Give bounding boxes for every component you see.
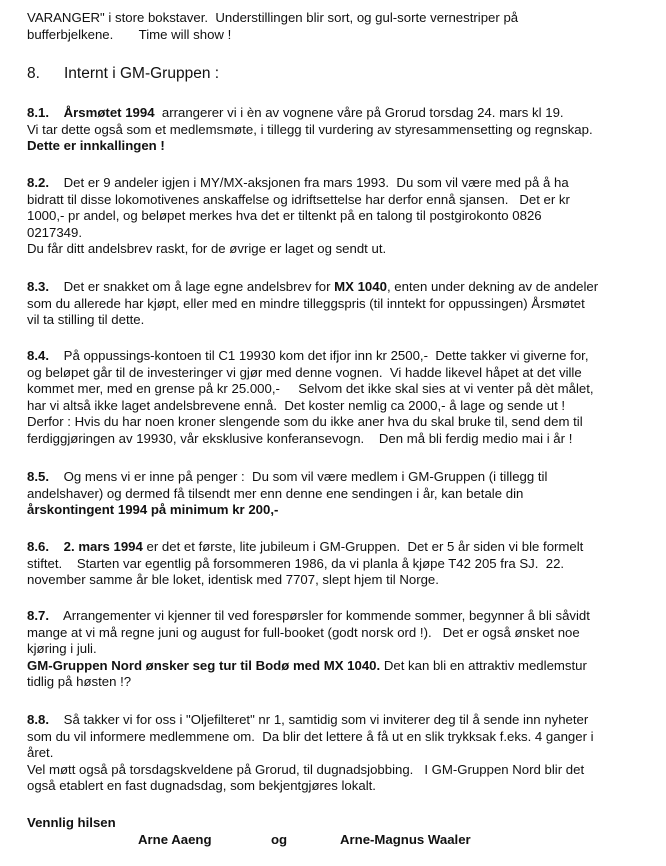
closing-greeting: Vennlig hilsen: [27, 815, 116, 830]
text-line: Det er 9 andeler igjen i MY/MX-aksjonen fra mars 1993. Du som vil være med på å ha: [63, 175, 569, 190]
paragraph-number: 8.5.: [27, 469, 49, 484]
text-line: Vi tar dette også som et medlemsmøte, i tillegg til vurdering av styresammensetting og regnskap.: [27, 121, 593, 137]
text-line: Arrangementer vi kjenner til ved forespørsler for kommende sommer, begynner å bli såvidt: [62, 608, 590, 623]
locomotive-name: MX 1040: [334, 279, 387, 294]
text-line: , enten under dekning av de andeler: [386, 279, 599, 294]
paragraph-number: 8.3.: [27, 279, 49, 294]
paragraph-number: 8.6.: [27, 539, 49, 554]
paragraph-8-7: [27, 608, 655, 691]
text-line: som du allerede har kjøpt, eller med en mindre tilleggspris (til inntekt for oppussingen) Årsmøtet: [27, 295, 585, 311]
text-line: ferdiggjøringen av 19930, vår eksklusive konferansevogn. Den må bli ferdig medio mai i år !: [27, 430, 573, 446]
text-line: Det er snakket om å lage egne andelsbrev for: [63, 279, 335, 294]
signature-conjunction: og: [271, 832, 288, 847]
paragraph-8-1: [27, 105, 655, 155]
text-line: På oppussings-kontoen til C1 19930 kom det ifjor inn kr 2500,- Dette takker vi giverne for,: [63, 348, 589, 363]
paragraph-8-8: [27, 712, 655, 795]
text-line: også etablert en fast dugnadsdag, som bekjentgjøres lokalt.: [27, 778, 376, 794]
text-line: bidratt til disse lokomotivenes anskaffelse og idriftsettelse har derfor ennå sjansen. Det er kr: [27, 191, 570, 207]
text-line: som du vil informere medlemmene om. Da blir det lettere å få ut en slik trykksak f.eks. 4 ganger i: [27, 728, 594, 744]
text-line: Vel møtt også på torsdagskveldene på Grorud, til dugnadsjobbing. I GM-Gruppen Nord blir det: [27, 761, 585, 777]
signature-name-2: Arne-Magnus Waaler: [340, 832, 471, 847]
paragraph-number: 8.2.: [27, 175, 49, 190]
paragraph-number: 8.7.: [27, 608, 49, 623]
text-line: 1000,- pr andel, og beløpet merkes hva det er tiltenkt på en talong til postgirokonto 0826: [27, 208, 542, 224]
text-line: og beløpet går til de investeringer vi gjør med denne vognen. Vi hadde likevel håpet at det ville: [27, 364, 582, 380]
section-number: 8.: [27, 65, 40, 82]
text-line: tidlig på høsten !?: [27, 674, 132, 690]
paragraph-number: 8.8.: [27, 712, 49, 727]
text-line: mange at vi må regne juni og august for full-booket (godt norsk ord !). Det er også ønsket noe: [27, 624, 580, 640]
paragraph-8-6: [27, 539, 655, 589]
paragraph-8-2: [27, 175, 655, 258]
anniversary-date: 2. mars 1994: [63, 539, 143, 554]
paragraph-number: 8.1.: [27, 105, 49, 120]
annual-meeting-highlight: Årsmøtet 1994: [63, 105, 155, 120]
paragraph-number: 8.4.: [27, 348, 49, 363]
text-line: kjøring i juli.: [27, 641, 97, 657]
text-line: Du får ditt andelsbrev raskt, for de øvrige er laget og sendt ut.: [27, 241, 387, 257]
text-line: har vi altså ikke laget andelsbrevene ennå. Det koster nemlig ca 2000,- å lage og sende ut !: [27, 397, 566, 413]
text-line: Det kan bli en attraktiv medlemstur: [380, 657, 587, 673]
text-line: november samme år ble loket, identisk med 7707, slept hjem til Norge.: [27, 572, 439, 588]
membership-fee: årskontingent 1994 på minimum kr 200,-: [27, 502, 279, 518]
section-title: Internt i GM-Gruppen :: [64, 65, 220, 82]
signature-name-1: Arne Aaeng: [138, 832, 212, 847]
text-line: er det et første, lite jubileum i GM-Gruppen. Det er 5 år siden vi ble formelt: [142, 539, 584, 554]
text-line: Og mens vi er inne på penger : Du som vil være medlem i GM-Gruppen (i tillegg til: [63, 469, 548, 484]
text-line: Derfor : Hvis du har noen kroner slengende som du ikke aner hva du skal bruke til, send dem til: [27, 414, 583, 430]
paragraph-8-4: [27, 348, 655, 448]
text-line: arrangerer vi i èn av vognene våre på Grorud torsdag 24. mars kl 19.: [154, 105, 564, 120]
section-heading: [27, 66, 655, 83]
text-line: stiftet. Starten var egentlig på forsommeren 1986, da vi planla å kjøpe T42 205 fra SJ. 22.: [27, 555, 565, 571]
text-line: Så takker vi for oss i "Oljefilteret" nr 1, samtidig som vi inviterer deg til å sende inn nyheter: [63, 712, 589, 727]
paragraph-8-3: [27, 279, 655, 329]
gm-gruppen-nord-wish: GM-Gruppen Nord ønsker seg tur til Bodø med MX 1040.: [27, 657, 381, 673]
text-line: vil ta stilling til dette.: [27, 312, 145, 328]
paragraph-8-5: [27, 469, 655, 519]
invitation-note: Dette er innkallingen !: [27, 138, 165, 154]
text-line: bufferbjelkene. Time will show !: [27, 26, 232, 42]
text-line: andelshaver) og dermed få tilsendt mer enn denne ene sendingen i år, kan betale din: [27, 485, 524, 501]
text-line: VARANGER" i store bokstaver. Understillingen blir sort, og gul-sorte vernestriper på: [27, 10, 519, 25]
text-line: kommet mer, med en grense på kr 25.000,- Selvom det ikke skal sies at vi venter på dèt målet,: [27, 381, 594, 397]
intro-text: [27, 10, 655, 43]
text-line: året.: [27, 745, 54, 761]
text-line: 0217349.: [27, 224, 83, 240]
